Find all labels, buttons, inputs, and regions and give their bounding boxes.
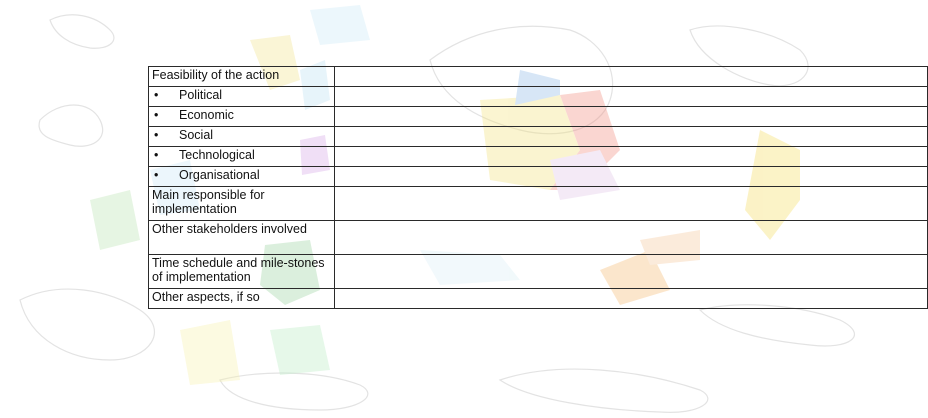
row-label: Economic [179, 108, 234, 122]
label-cell [149, 127, 335, 147]
label-cell [149, 221, 335, 255]
row-label: Time schedule and mile-stones of implementation [152, 256, 325, 284]
value-cell[interactable] [335, 167, 928, 187]
table-row-organisational [149, 167, 928, 187]
row-label: Other stakeholders involved [152, 222, 307, 236]
bullet-icon: • [154, 168, 159, 182]
row-label: Organisational [179, 168, 260, 182]
value-cell[interactable] [335, 147, 928, 167]
label-cell [149, 87, 335, 107]
label-cell [149, 187, 335, 221]
table-row-time-schedule [149, 255, 928, 289]
value-cell[interactable] [335, 87, 928, 107]
value-cell[interactable] [335, 187, 928, 221]
value-cell[interactable] [335, 255, 928, 289]
table-row-technological [149, 147, 928, 167]
table-row-feasibility [149, 67, 928, 87]
value-cell[interactable] [335, 289, 928, 309]
label-cell [149, 107, 335, 127]
bullet-icon: • [154, 108, 159, 122]
row-label: Main responsible for implementation [152, 188, 265, 216]
row-label: Technological [179, 148, 255, 162]
feasibility-table [148, 66, 928, 309]
table-body [149, 67, 928, 309]
value-cell[interactable] [335, 221, 928, 255]
bullet-icon: • [154, 148, 159, 162]
table-row-economic [149, 107, 928, 127]
row-label: Feasibility of the action [152, 68, 280, 82]
row-label: Social [179, 128, 214, 142]
label-cell [149, 255, 335, 289]
row-label: Other aspects, if so [152, 290, 260, 304]
bullet-icon: • [154, 128, 159, 142]
table-row-main-responsible [149, 187, 928, 221]
table-row-other-stakeholders [149, 221, 928, 255]
value-cell[interactable] [335, 107, 928, 127]
label-cell [149, 167, 335, 187]
value-cell[interactable] [335, 127, 928, 147]
table-row-other-aspects [149, 289, 928, 309]
value-cell[interactable] [335, 67, 928, 87]
label-cell [149, 289, 335, 309]
label-cell [149, 67, 335, 87]
table-row-political [149, 87, 928, 107]
bullet-icon: • [154, 88, 159, 102]
row-label: Political [179, 88, 223, 102]
table-row-social [149, 127, 928, 147]
label-cell [149, 147, 335, 167]
